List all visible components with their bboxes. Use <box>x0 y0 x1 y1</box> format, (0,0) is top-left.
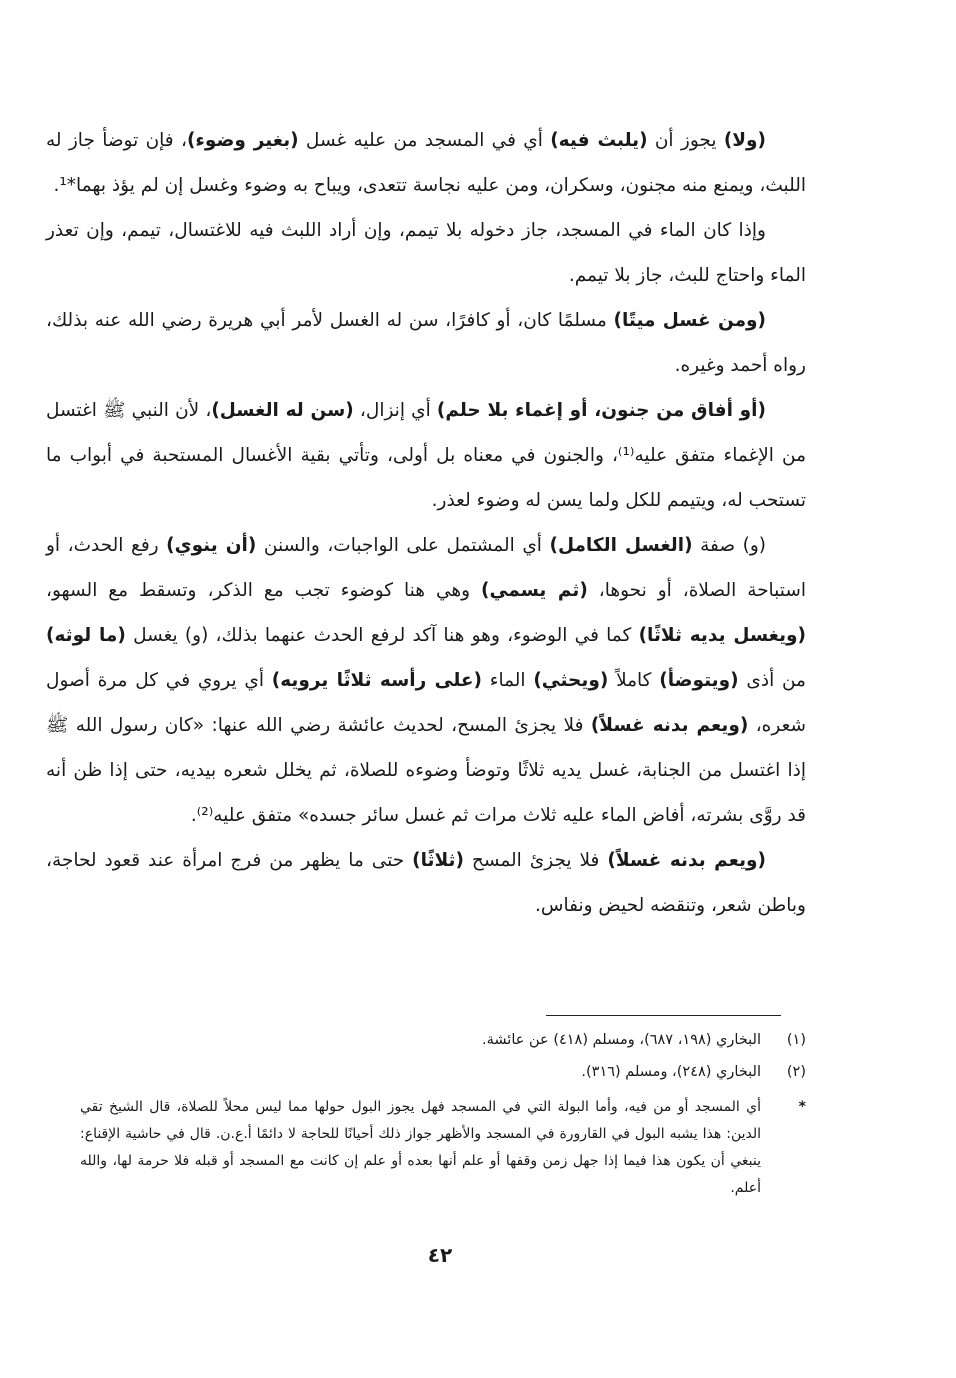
bold-term: (ويعم بدنه غسلاً) <box>607 850 767 871</box>
bold-term: (ومن غسل ميتًا) <box>613 310 766 331</box>
footnote <box>80 1024 806 1056</box>
text-run: مسلمًا كان، أو كافرًا، سن له الغسل لأمر أبي هريرة رضي الله عنه بذلك، رواه أحمد وغيره. <box>46 310 806 376</box>
text-run: أي يروي في كل مرة أصول شعره، <box>46 670 806 736</box>
star-footnote-text: أي المسجد أو من فيه، وأما البولة التي في المسجد فهل يجوز البول حولها مما ليس محلاً للصلاة، قال الشيخ تقي الدين: هذا يشبه البول في القارورة في المسجد والأظهر جواز ذلك أحيانًا للحاجة لا دائمًا أ.ع.ن. قال في حاشية الإقناع: ينبغي أن يكون هذا فيما إذا جهل زمن وقفها أو علم أنها بعده أو علم إن كانت مع المسجد أو قبله فلا حرمة لها، والله أعلم. <box>80 1099 761 1196</box>
paragraph <box>46 208 806 298</box>
paragraph <box>46 118 806 208</box>
main-text <box>46 118 806 928</box>
text-run: (و) صفة <box>692 535 766 556</box>
star-footnote-marker: * <box>798 1099 806 1115</box>
bold-term: (الغسل الكامل) <box>549 535 693 556</box>
footnote <box>80 1056 806 1088</box>
page-number: ٤٢ <box>427 1243 453 1267</box>
text-run: ، فإن توضأ جاز له اللبث، ويمنع منه مجنون، وسكران، ومن عليه نجاسة تتعدى، ويباح به وضوء وغسل إن لم يؤذ بهما*¹. <box>46 130 806 196</box>
footnote-number: (٢) <box>786 1064 806 1080</box>
bold-term: (ويغسل يديه ثلاثًا) <box>638 625 807 646</box>
bold-term: (سن له الغسل) <box>211 400 354 421</box>
text-run: رفع الحدث، أو استباحة الصلاة، أو نحوها، <box>46 535 806 601</box>
bold-term: (ولا) <box>723 130 766 151</box>
footnote-separator <box>546 1015 781 1016</box>
text-run: كاملاً <box>608 670 660 691</box>
text-run: حتى ما يظهر من فرج امرأة عند قعود لحاجة، وباطن شعر، وتنقضه لحيض ونفاس. <box>46 850 806 916</box>
bold-term: (على رأسه ثلاثًا يرويه) <box>271 670 482 691</box>
bold-term: (أن ينوي) <box>166 535 257 556</box>
bold-term: (ويحثي) <box>533 670 609 691</box>
text-run: وإذا كان الماء في المسجد، جاز دخوله بلا تيمم، وإن أراد اللبث فيه للاغتسال، تيمم، وإن تعذر الماء واحتاج للبث، جاز بلا تيمم. <box>46 220 806 286</box>
text-run: أي المشتمل على الواجبات، والسنن <box>256 535 550 556</box>
paragraph <box>46 523 806 838</box>
footnote-text: البخاري (١٩٨، ٦٨٧)، ومسلم (٤١٨) عن عائشة. <box>481 1032 761 1048</box>
text-run: أي إنزال، <box>353 400 437 421</box>
bold-term: (ما لوثه) <box>46 625 126 646</box>
text-run: فلا يجزئ المسح، لحديث عائشة رضي الله عنها: «كان رسول الله ﷺ إذا اغتسل من الجنابة، غسل يديه ثلاثًا وتوضأ وضوءه للصلاة، ثم يخلل شعره بيديه، حتى إذا ظن أنه قد روَّى بشرته، أفاض الماء عليه ثلاث مرات ثم غسل سائر جسده» متفق عليه⁽²⁾. <box>46 715 806 826</box>
paragraph <box>46 298 806 388</box>
bold-term: (أو أفاق من جنون، أو إغماء بلا حلم) <box>436 400 766 421</box>
bold-term: (ويعم بدنه غسلاً) <box>590 715 749 736</box>
text-run: كما في الوضوء، وهو هنا آكد لرفع الحدث عنهما بذلك، (و) يغسل <box>125 625 639 646</box>
text-run: ، لأن النبي ﷺ اغتسل من الإغماء متفق عليه⁽¹⁾، والجنون في معناه بل أولى، وتأتي بقية الأغسال المستحبة في أبواب ما تستحب له، ويتيمم للكل ولما يسن له وضوء لعذر. <box>46 400 806 511</box>
text-run: من أذى <box>738 670 806 691</box>
footnote-text: البخاري (٢٤٨)، ومسلم (٣١٦). <box>581 1064 761 1080</box>
paragraph <box>46 838 806 928</box>
star-footnote <box>80 1094 806 1202</box>
bold-term: (يلبث فيه) <box>550 130 648 151</box>
text-run: يجوز أن <box>647 130 724 151</box>
text-run: فلا يجزئ المسح <box>463 850 608 871</box>
paragraph <box>46 388 806 523</box>
footnotes <box>80 1024 806 1202</box>
text-run: الماء <box>481 670 534 691</box>
text-run: أي في المسجد من عليه غسل <box>298 130 551 151</box>
bold-term: (بغير وضوء) <box>186 130 299 151</box>
bold-term: (ويتوضأ) <box>659 670 739 691</box>
bold-term: (ثلاثًا) <box>412 850 464 871</box>
text-run: وهي هنا كوضوء تجب مع الذكر، وتسقط مع السهو، <box>46 580 482 601</box>
bold-term: (ثم يسمي) <box>481 580 588 601</box>
footnote-number: (١) <box>786 1032 806 1048</box>
